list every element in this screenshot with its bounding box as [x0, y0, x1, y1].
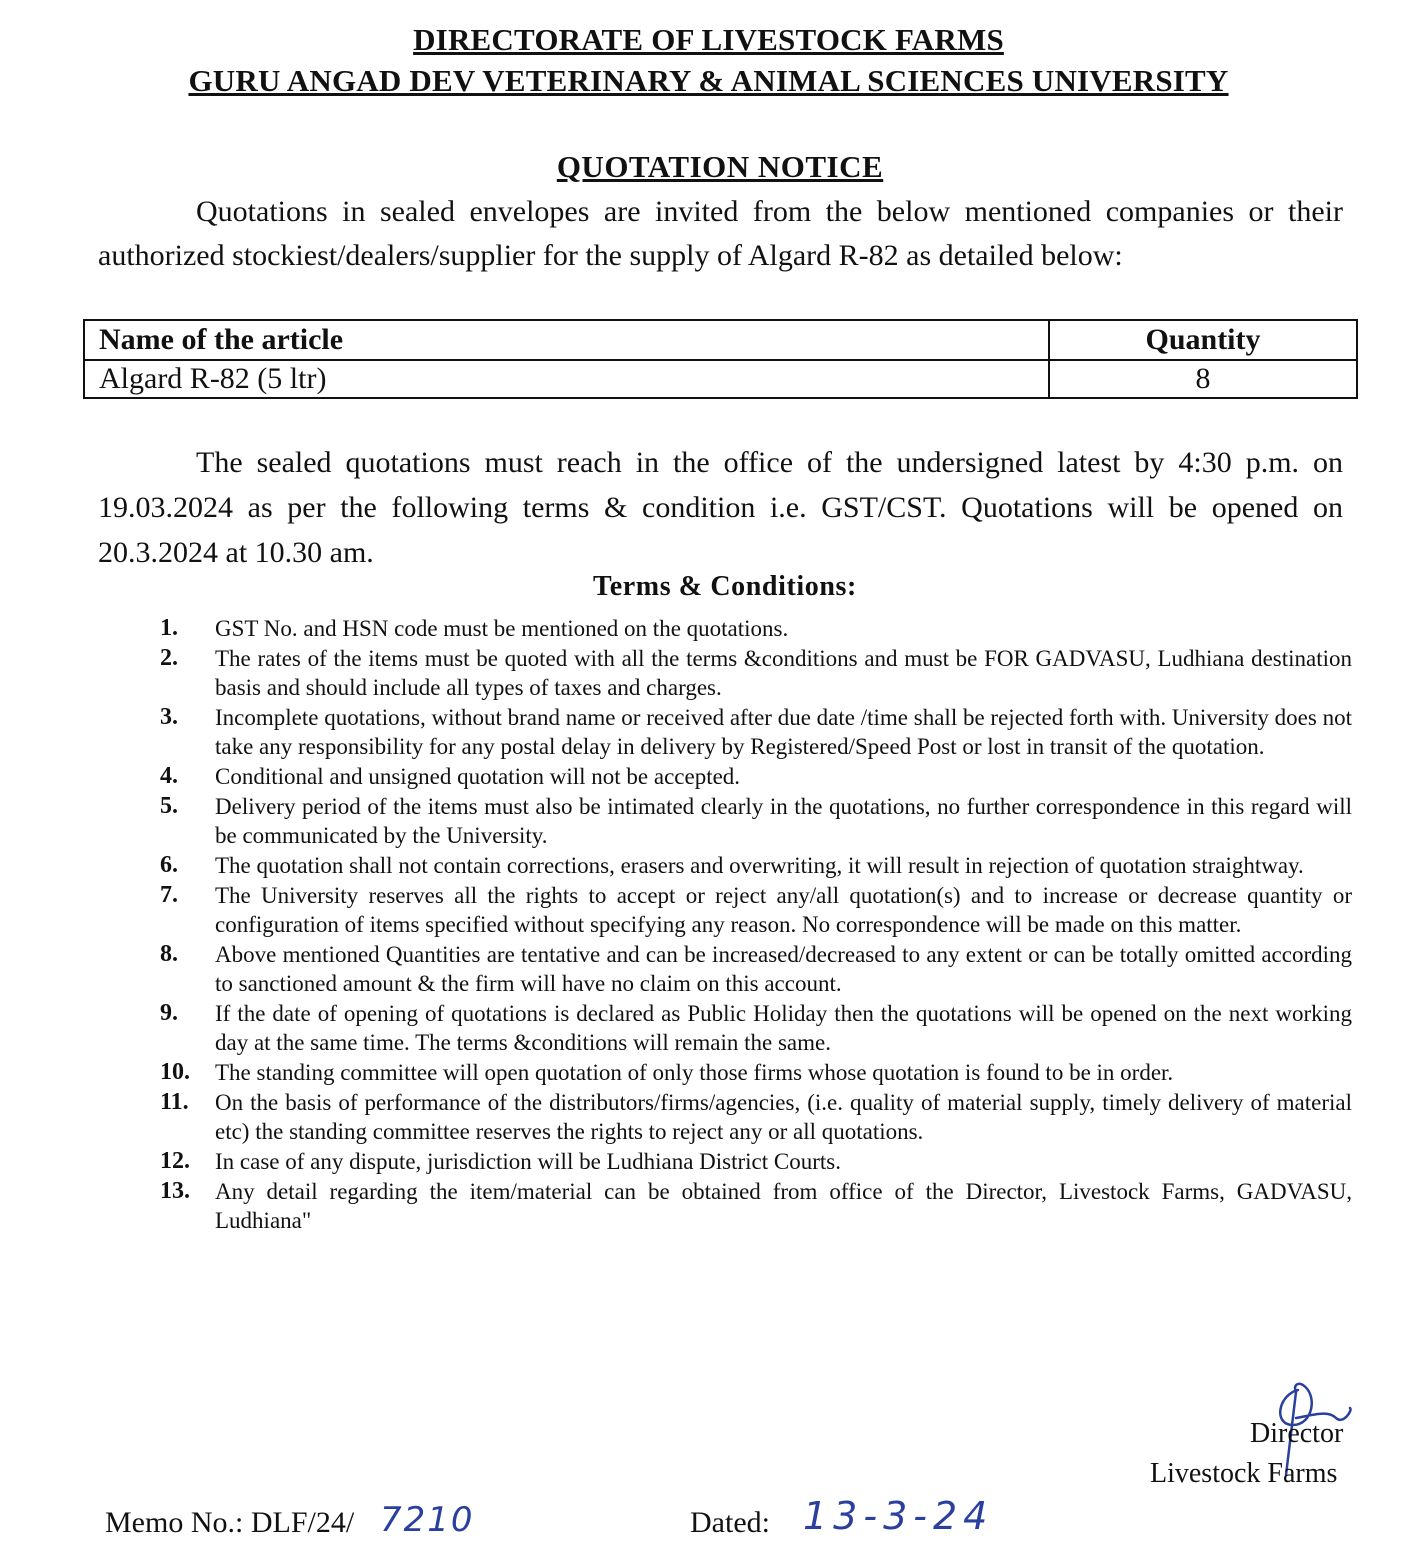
notice-title: QUOTATION NOTICE — [556, 149, 884, 184]
term-text: The quotation shall not contain corrections, erasers and overwriting, it will result in rejection of quotation straightway. — [215, 853, 1304, 878]
list-item — [160, 1088, 1352, 1146]
list-item — [160, 940, 1352, 998]
intro-paragraph: Quotations in sealed envelopes are invited from the below mentioned companies or their authorized stockiest/dealers/supplier for the supply of Algard R-82 as detailed below: — [98, 195, 1343, 272]
article-cell: Algard R-82 (5 ltr) — [84, 360, 1049, 398]
table-header-article: Name of the article — [84, 320, 1049, 360]
term-text: Above mentioned Quantities are tentative and can be increased/decreased to any extent or can be totally omitted according to sanctioned amount & the firm will have no claim on this account. — [215, 942, 1352, 996]
quantity-cell: 8 — [1049, 360, 1357, 398]
deadline-paragraph: The sealed quotations must reach in the office of the undersigned latest by 4:30 p.m. on 19.03.2024 as per the following terms & condition i.e. GST/CST. Quotations will be opened on 20.3.2024 at 10.30 am. — [98, 446, 1343, 569]
table-header-quantity: Quantity — [1049, 320, 1357, 360]
list-item — [160, 614, 1352, 643]
signatory-department: Livestock Farms — [1150, 1458, 1338, 1489]
term-text: GST No. and HSN code must be mentioned on the quotations. — [215, 616, 789, 641]
term-number: 4. — [160, 763, 178, 789]
term-text: In case of any dispute, jurisdiction will be Ludhiana District Courts. — [215, 1149, 841, 1174]
term-number: 1. — [160, 615, 178, 641]
memo-number: 7210 — [380, 1500, 475, 1540]
list-item — [160, 881, 1352, 939]
list-item — [160, 999, 1352, 1057]
memo-label: Memo No.: DLF/24/ — [105, 1506, 355, 1539]
dated-label: Dated: — [690, 1506, 770, 1539]
term-text: The University reserves all the rights to accept or reject any/all quotation(s) and to increase or decrease quantity or configuration of items specified without specifying any reason. No correspondence will be made on this matter. — [215, 883, 1352, 937]
term-number: 5. — [160, 793, 178, 819]
term-number: 3. — [160, 704, 178, 730]
terms-title: Terms & Conditions: — [593, 571, 857, 602]
term-number: 9. — [160, 1000, 178, 1026]
list-item — [160, 1177, 1352, 1235]
list-item — [160, 762, 1352, 791]
term-number: 7. — [160, 882, 178, 908]
terms-list — [160, 614, 1352, 1236]
items-table — [83, 319, 1358, 399]
signatory-title: Director — [1250, 1418, 1344, 1449]
term-text: Any detail regarding the item/material can be obtained from office of the Director, Livestock Farms, GADVASU, Ludhiana" — [215, 1179, 1352, 1233]
term-text: The rates of the items must be quoted with all the terms &conditions and must be FOR GADVASU, Ludhiana destination basis and should include all types of taxes and charges. — [215, 646, 1352, 700]
term-text: On the basis of performance of the distributors/firms/agencies, (i.e. quality of material supply, timely delivery of material etc) the standing committee reserves the rights to reject any or all quotations. — [215, 1090, 1352, 1144]
term-number: 8. — [160, 941, 178, 967]
term-number: 11. — [160, 1089, 189, 1115]
term-text: Incomplete quotations, without brand name or received after due date /time shall be rejected forth with. University does not take any responsibility for any postal delay in delivery by Registered/Speed Post or lost in transit of the quotation. — [215, 705, 1352, 759]
list-item — [160, 851, 1352, 880]
term-text: Delivery period of the items must also be intimated clearly in the quotations, no further correspondence in this regard will be communicated by the University. — [215, 794, 1352, 848]
term-number: 12. — [160, 1148, 190, 1174]
org-title-line1: DIRECTORATE OF LIVESTOCK FARMS — [413, 22, 1004, 57]
org-title-line2: GURU ANGAD DEV VETERINARY & ANIMAL SCIENCES UNIVERSITY — [188, 63, 1229, 98]
term-number: 13. — [160, 1178, 190, 1204]
term-text: The standing committee will open quotation of only those firms whose quotation is found to be in order. — [215, 1060, 1174, 1085]
list-item — [160, 792, 1352, 850]
list-item — [160, 1058, 1352, 1087]
list-item — [160, 1147, 1352, 1176]
term-number: 10. — [160, 1059, 190, 1085]
term-text: Conditional and unsigned quotation will not be accepted. — [215, 764, 741, 789]
memo-date: 13-3-24 — [803, 1494, 994, 1538]
list-item — [160, 644, 1352, 702]
term-number: 2. — [160, 645, 178, 671]
term-number: 6. — [160, 852, 178, 878]
term-text: If the date of opening of quotations is declared as Public Holiday then the quotations will be opened on the next working day at the same time. The terms &conditions will remain the same. — [215, 1001, 1352, 1055]
table-header-row — [84, 320, 1357, 360]
table-row — [84, 360, 1357, 398]
list-item — [160, 703, 1352, 761]
